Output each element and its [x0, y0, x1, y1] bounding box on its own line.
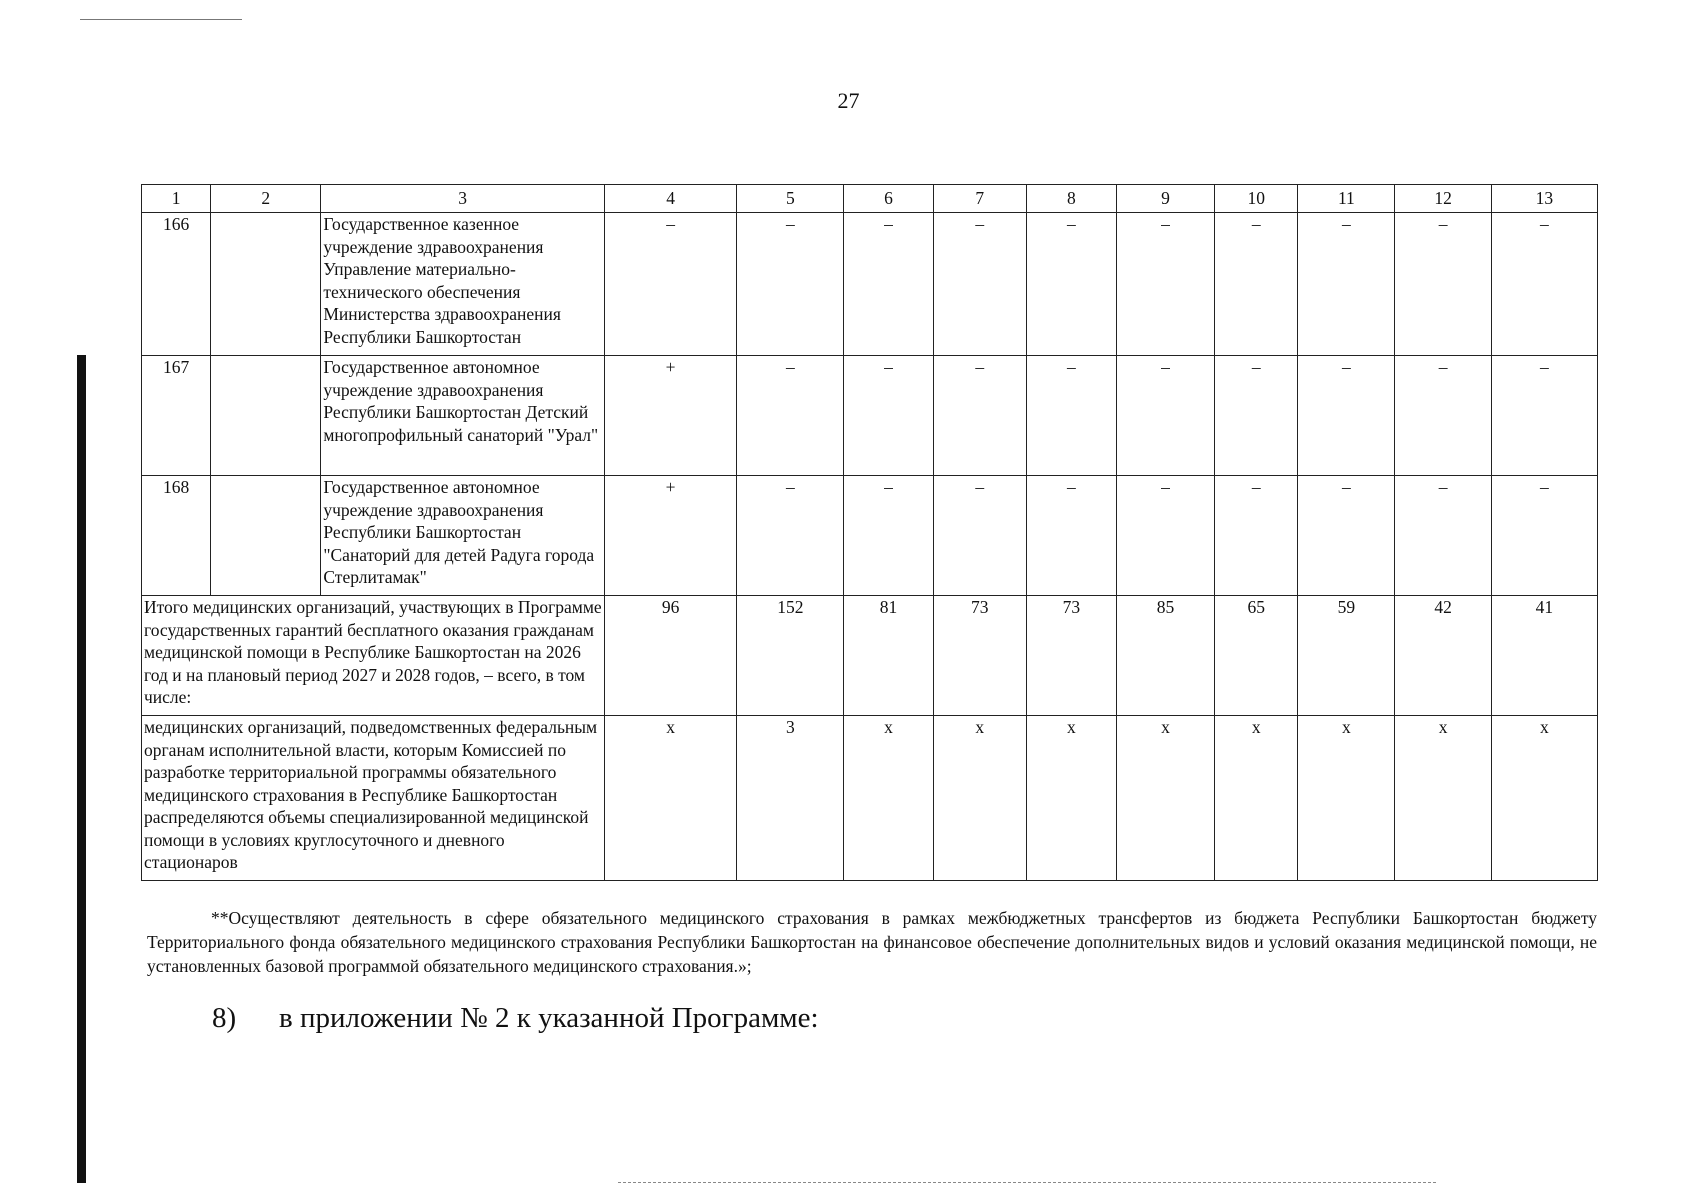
total-value: 81	[844, 596, 933, 716]
federal-row-label: медицинских организаций, подведомственных федеральным органам исполнительной власти, которым Комиссией по разработке территориальной программы обязательного медицинского страхования в Республике Башкортостан распределяются объемы специализированной медицинской помощи в условиях круглосуточного и дневного стационаров	[142, 716, 605, 881]
cell-value: –	[1298, 213, 1395, 356]
cell-value: –	[1491, 213, 1597, 356]
federal-value: 3	[737, 716, 844, 881]
cell-value: –	[1395, 213, 1491, 356]
total-value: 65	[1215, 596, 1298, 716]
federal-value: х	[1116, 716, 1214, 881]
cell-value: –	[1116, 476, 1214, 596]
cell-value: –	[1026, 213, 1116, 356]
row-number: 168	[142, 476, 211, 596]
cell-value: –	[1116, 213, 1214, 356]
cell-value: –	[737, 356, 844, 476]
row-number: 167	[142, 356, 211, 476]
total-value: 73	[1026, 596, 1116, 716]
cell-value: –	[933, 476, 1026, 596]
column-header: 1	[142, 185, 211, 213]
organization-name: Государственное автономное учреждение здравоохранения Республики Башкортостан Детский многопрофильный санаторий "Урал"	[321, 356, 605, 476]
row-code	[211, 213, 321, 356]
cell-value: –	[1026, 356, 1116, 476]
cell-value: –	[844, 476, 933, 596]
column-header: 6	[844, 185, 933, 213]
federal-value: х	[1026, 716, 1116, 881]
total-value: 59	[1298, 596, 1395, 716]
cell-value: –	[933, 213, 1026, 356]
cell-value: –	[1491, 476, 1597, 596]
federal-value: х	[1491, 716, 1597, 881]
column-header: 12	[1395, 185, 1491, 213]
organization-name: Государственное казенное учреждение здравоохранения Управление материально-технического обеспечения Министерства здравоохранения Республики Башкортостан	[321, 213, 605, 356]
cell-value: –	[1298, 476, 1395, 596]
footnote: **Осуществляют деятельность в сфере обязательного медицинского страхования в рамках межбюджетных трансфертов из бюджета Республики Башкортостан бюджету Территориального фонда обязательного медицинского страхования Республики Башкортостан на финансовое обеспечение дополнительных видов и условий оказания медицинской помощи, не установленных базовой программой обязательного медицинского страхования.»;	[147, 908, 1597, 976]
total-value: 73	[933, 596, 1026, 716]
column-header: 13	[1491, 185, 1597, 213]
federal-value: х	[1298, 716, 1395, 881]
cell-value: –	[737, 213, 844, 356]
table-row	[142, 356, 1598, 476]
organizations-table	[141, 184, 1598, 881]
bottom-rule	[618, 1182, 1436, 1183]
column-header: 5	[737, 185, 844, 213]
row-number: 166	[142, 213, 211, 356]
cell-value: –	[604, 213, 736, 356]
column-header: 8	[1026, 185, 1116, 213]
column-header: 2	[211, 185, 321, 213]
cell-value: –	[1026, 476, 1116, 596]
row-code	[211, 476, 321, 596]
federal-value: х	[1215, 716, 1298, 881]
cell-value: –	[1395, 356, 1491, 476]
cell-value: –	[1395, 476, 1491, 596]
cell-value: –	[1116, 356, 1214, 476]
top-rule	[80, 19, 242, 20]
cell-value: –	[844, 356, 933, 476]
federal-value: х	[844, 716, 933, 881]
federal-value: х	[604, 716, 736, 881]
cell-value: –	[1298, 356, 1395, 476]
column-header: 10	[1215, 185, 1298, 213]
federal-value: х	[1395, 716, 1491, 881]
total-value: 42	[1395, 596, 1491, 716]
total-row	[142, 596, 1598, 716]
table-header-row	[142, 185, 1598, 213]
cell-value: –	[1491, 356, 1597, 476]
cell-value: –	[1215, 356, 1298, 476]
column-header: 3	[321, 185, 605, 213]
row-code	[211, 356, 321, 476]
cell-value: –	[1215, 213, 1298, 356]
total-row-label: Итого медицинских организаций, участвующих в Программе государственных гарантий бесплатного оказания гражданам медицинской помощи в Республике Башкортостан на 2026 год и на плановый период 2027 и 2028 годов, – всего, в том числе:	[142, 596, 605, 716]
cell-value: +	[604, 476, 736, 596]
total-value: 96	[604, 596, 736, 716]
total-value: 152	[737, 596, 844, 716]
column-header: 9	[1116, 185, 1214, 213]
cell-value: –	[737, 476, 844, 596]
column-header: 11	[1298, 185, 1395, 213]
federal-value: х	[933, 716, 1026, 881]
table-row	[142, 213, 1598, 356]
organization-name: Государственное автономное учреждение здравоохранения Республики Башкортостан "Санаторий для детей Радуга города Стерлитамак"	[321, 476, 605, 596]
list-item-number: 8)	[212, 1002, 237, 1034]
scan-edge-bar	[77, 355, 86, 1183]
table-row	[142, 476, 1598, 596]
federal-row	[142, 716, 1598, 881]
cell-value: –	[1215, 476, 1298, 596]
total-value: 41	[1491, 596, 1597, 716]
column-header: 4	[604, 185, 736, 213]
cell-value: –	[844, 213, 933, 356]
list-item	[212, 1001, 819, 1035]
cell-value: +	[604, 356, 736, 476]
column-header: 7	[933, 185, 1026, 213]
total-value: 85	[1116, 596, 1214, 716]
list-item-text: в приложении № 2 к указанной Программе:	[279, 1002, 819, 1034]
page-number: 27	[837, 88, 860, 113]
cell-value: –	[933, 356, 1026, 476]
